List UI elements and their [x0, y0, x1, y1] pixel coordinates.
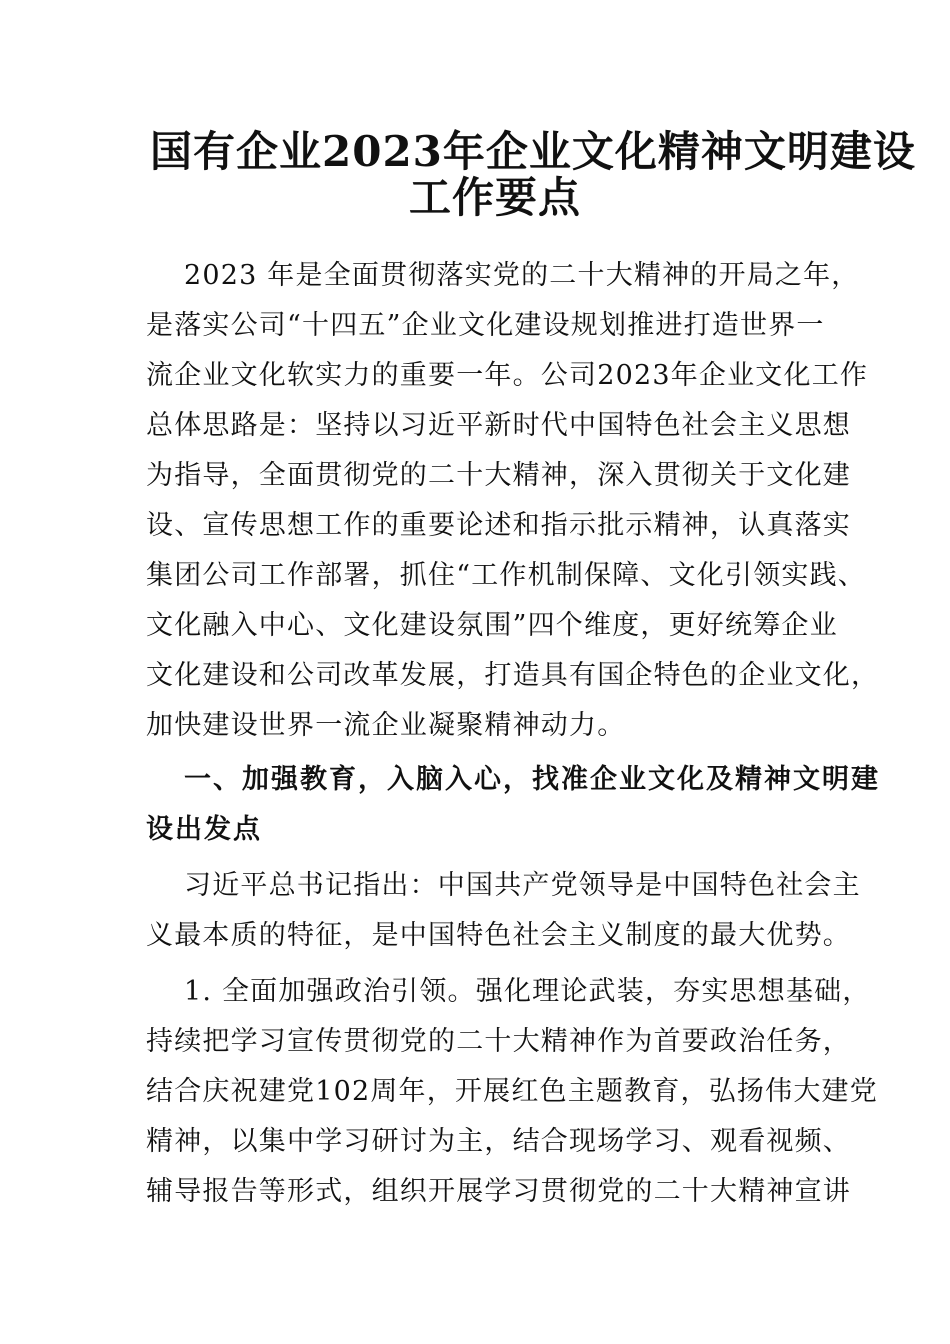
intro-line: 设、宣传思想工作的重要论述和指示批示精神，认真落实 — [146, 510, 851, 541]
document-title-line-1: 国有企业2023年企业文化精神文明建设 — [150, 127, 916, 176]
intro-line: 是落实公司“十四五”企业文化建设规划推进打造世界一 — [146, 310, 825, 341]
item-line: 1. 全面加强政治引领。强化理论武装，夯实思想基础， — [184, 976, 871, 1007]
intro-line: 总体思路是：坚持以习近平新时代中国特色社会主义思想 — [146, 410, 851, 441]
item-line: 持续把学习宣传贯彻党的二十大精神作为首要政治任务， — [146, 1026, 851, 1057]
intro-line: 文化建设和公司改革发展，打造具有国企特色的企业文化， — [146, 660, 880, 691]
intro-line: 集团公司工作部署，抓住“工作机制保障、文化引领实践、 — [146, 560, 867, 591]
item-line: 精神，以集中学习研讨为主，结合现场学习、观看视频、 — [146, 1126, 851, 1157]
intro-line: 流企业文化软实力的重要一年。公司2023年企业文化工作 — [146, 360, 869, 391]
section-heading: 一、加强教育，入脑入心，找准企业文化及精神文明建 — [184, 764, 880, 795]
intro-line: 为指导，全面贯彻党的二十大精神，深入贯彻关于文化建 — [146, 460, 851, 491]
quote-line: 习近平总书记指出：中国共产党领导是中国特色社会主 — [184, 870, 861, 901]
quote-line: 义最本质的特征，是中国特色社会主义制度的最大优势。 — [146, 920, 851, 951]
item-line: 结合庆祝建党102周年，开展红色主题教育，弘扬伟大建党 — [146, 1076, 878, 1107]
intro-line: 加快建设世界一流企业凝聚精神动力。 — [146, 710, 626, 741]
item-line: 辅导报告等形式，组织开展学习贯彻党的二十大精神宣讲 — [146, 1176, 851, 1207]
intro-line: 文化融入中心、文化建设氛围”四个维度，更好统筹企业 — [146, 610, 838, 641]
intro-line: 2023 年是全面贯彻落实党的二十大精神的开局之年， — [184, 260, 860, 291]
document-title-line-2: 工作要点 — [408, 173, 581, 222]
section-heading: 设出发点 — [146, 814, 262, 845]
